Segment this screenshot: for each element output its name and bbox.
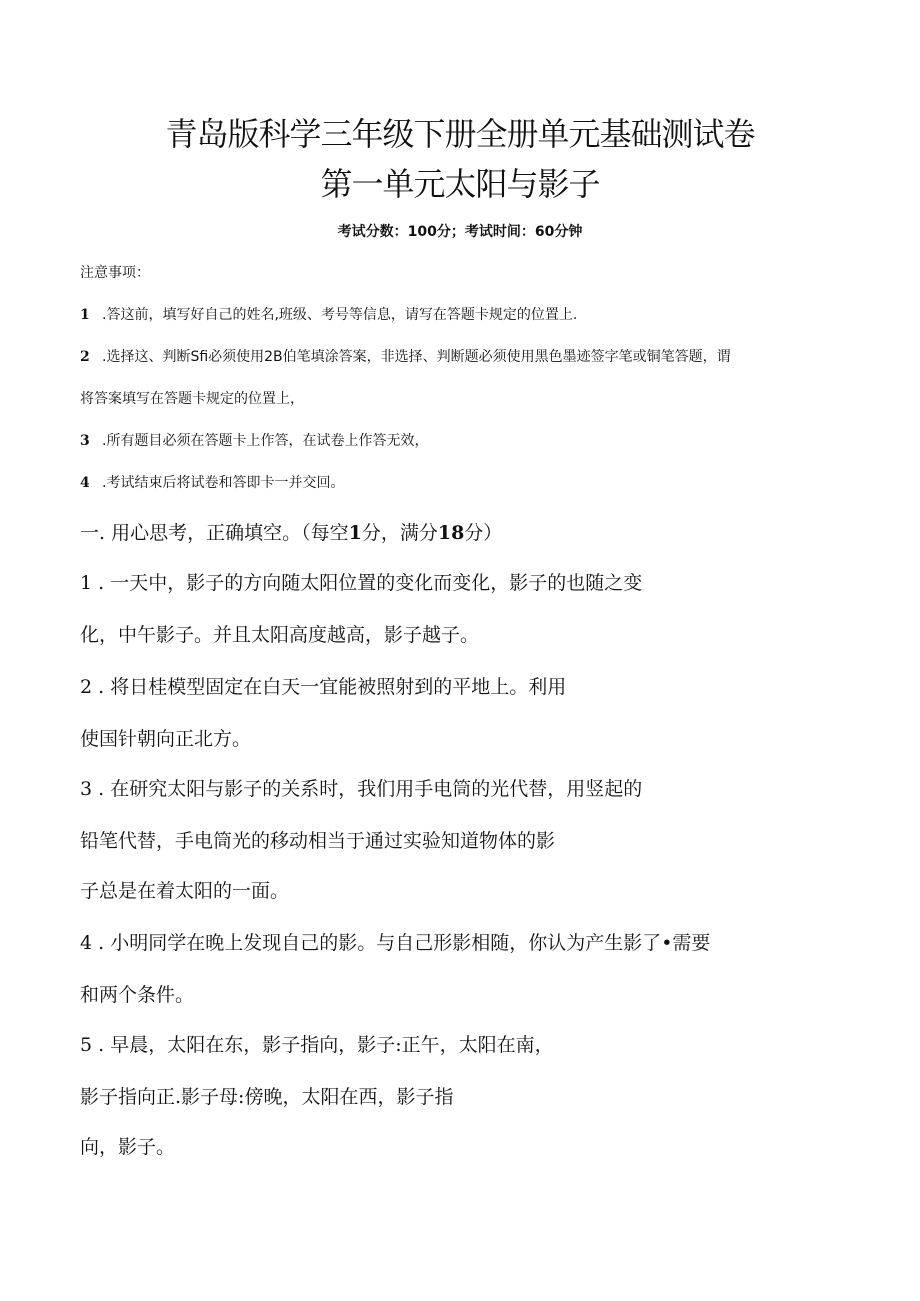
notice-heading: 注意事项： (80, 265, 150, 281)
question-1-line-2: 化，中午影子。并且太阳高度越高，影子越子。 (80, 624, 480, 646)
notice-item-number: 4 (80, 475, 90, 491)
notice-item-text: .答这前，填写好自己的姓名,班级、考号等信息，请写在答题卡规定的位置上. (102, 307, 578, 323)
question-1-line-1: 1 . 一天中，影子的方向随太阳位置的变化而变化，影子的也随之变 (80, 572, 643, 594)
exam-title: 青岛版科学三年级下册全册单元基础测试卷 (165, 115, 755, 153)
section-heading: 一. 用心思考，正确填空。（每空1分，满分18分） (80, 522, 503, 544)
notice-item-2-continued: 将答案填写在答题卡规定的位置上， (80, 391, 304, 407)
question-5-line-3: 向，影子。 (80, 1136, 176, 1158)
unit-title: 第一单元太阳与影子 (320, 165, 600, 203)
notice-item-text: .所有题目必须在答题卡上作答，在试卷上作答无效， (102, 433, 429, 449)
notice-item-number: 2 (80, 349, 90, 365)
notice-item-number: 1 (80, 307, 90, 323)
question-4-line-2: 和两个条件。 (80, 984, 195, 1006)
question-3-line-1: 3 . 在研究太阳与影子的关系时，我们用手电筒的光代替，用竖起的 (80, 778, 643, 800)
notice-item-text: .选择这、判断Sfi必须使用2B伯笔填涂答案，非选择、判断题必须使用黑色墨迹签字笔或铜笔答题，谓 (102, 349, 731, 365)
notice-item-3 (80, 431, 428, 451)
question-2-line-1: 2 . 将日桂模型固定在白天一宜能被照射到的平地上。利用 (80, 676, 567, 698)
notice-item-1 (80, 305, 577, 325)
question-5-line-2: 影子指向正.影子母:傍晚，太阳在西，影子指 (80, 1086, 454, 1108)
notice-item-4 (80, 473, 344, 493)
question-5-line-1: 5 . 早晨，太阳在东，影子指向，影子:正午，太阳在南， (80, 1034, 554, 1056)
total-points: 18 (437, 522, 465, 544)
question-2-line-2: 使国针朝向正北方。 (80, 728, 252, 750)
notice-item-text: .考试结束后将试卷和答即卡一并交回。 (102, 475, 345, 491)
exam-info: 考试分数：100分；考试时间：60分钟 (337, 224, 583, 240)
notice-item-2 (80, 347, 731, 367)
points-per-blank: 1 (348, 522, 362, 544)
question-4-line-1: 4 . 小明同学在晚上发现自己的影。与自己形影相随，你认为产生影了•需要 (80, 932, 711, 954)
question-3-line-2: 铅笔代替，手电筒光的移动相当于通过实验知道物体的影 (80, 830, 556, 852)
notice-item-number: 3 (80, 433, 90, 449)
question-3-line-3: 子总是在着太阳的一面。 (80, 880, 290, 902)
